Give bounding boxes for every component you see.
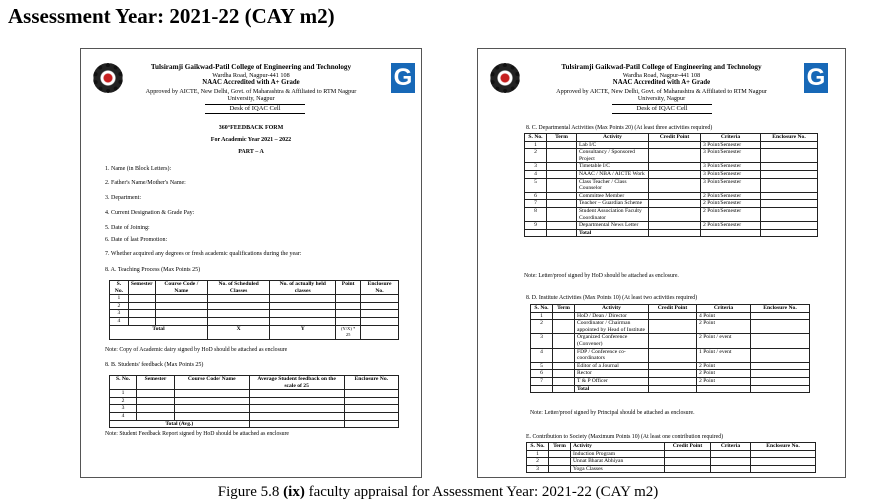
- table-row: 1 HoD / Dean / Director 4 Point: [531, 312, 810, 320]
- table-row: 3 Organized Conference (Convener) 2 Point / event: [531, 334, 810, 348]
- college-name: Tulsiramji Gaikwad-Patil College of Engineering and Technology: [150, 63, 352, 71]
- form-page-activities: [477, 48, 846, 478]
- table-header: Course Code/ Name: [174, 376, 249, 390]
- field-joining-date: 5. Date of Joining:: [105, 225, 150, 231]
- table-row: 7 Teacher – Guardian Scheme 2 Point/Semester: [525, 200, 818, 208]
- table-header: Semester: [137, 376, 175, 390]
- institute-activities-table: S. No. Term Activity Credit Point Criteria Enclosure No. 1 HoD / Dean / Director 4 Point 2 Coordinator / Chairman appointed by Head of Institute 2 Point 3 Organized Conference (Convener) 2 Point / event 4 FDP / Conference co-coordinators 1 Point / event 5 Editor of a Journal 2 Point 6 Rector 2 Point 7 T & P Officer 2 Point Total: [530, 304, 810, 393]
- section-b-label: 8. B. Students' feedback (Max Points 25): [105, 362, 204, 368]
- table-row: 6 Rector 2 Point: [531, 370, 810, 378]
- page-heading: Assessment Year: 2021-22 (CAY m2): [8, 4, 335, 28]
- section-c-label: 8. C. Departmental Activities (Max Points 20) (At least three activities required): [526, 125, 713, 131]
- field-department: 3. Department:: [105, 195, 141, 201]
- section-c-note: Note: Letter/proof signed by HoD should be attached as enclosure.: [524, 273, 679, 279]
- naac-grade: NAAC Accredited with A+ Grade: [612, 79, 711, 86]
- table-header: Semester: [128, 281, 155, 295]
- g-logo-icon: G: [804, 63, 828, 93]
- teaching-process-table: [109, 280, 399, 340]
- naac-grade: NAAC Accredited with A+ Grade: [202, 79, 300, 86]
- iqac-cell-label: Desk of IQAC Cell: [612, 104, 712, 114]
- table-header: No. of actually held classes: [270, 281, 336, 295]
- form-page-part-a: [80, 48, 422, 478]
- table-row: 2: [110, 397, 399, 405]
- total-row: Total: [525, 229, 818, 237]
- section-d-note: Note: Letter/proof signed by Principal should be attached as enclosure.: [530, 410, 695, 416]
- table-row: 8 Student Association Faculty Coordinator 2 Point/Semester: [525, 207, 818, 221]
- section-e-label: E. Contribution to Society (Maximum Points 10) (At least one contribution required): [526, 434, 724, 440]
- table-row: 6 Committee Member 2 Point/Semester: [525, 192, 818, 200]
- section-a-note: Note: Copy of Academic dairy signed by HoD should be attached as enclosure: [105, 347, 288, 353]
- field-qualifications: 7. Whether acquired any degrees or fresh academic qualifications during the year:: [105, 251, 302, 257]
- college-address: Wardha Road, Nagpur-441 108: [212, 72, 290, 79]
- table-row: 2 Coordinator / Chairman appointed by Head of Institute 2 Point: [531, 320, 810, 334]
- table-row: 4: [110, 412, 399, 420]
- section-d-label: 8. D. Institute Activities (Max Points 10) (At least two activities required): [526, 295, 698, 301]
- table-header: Enclosure No.: [361, 281, 399, 295]
- section-b-note: Note: Student Feedback Report signed by HoD should be attached as enclosure: [105, 431, 290, 437]
- part-label: PART – A: [238, 149, 264, 155]
- caption-bold: (ix): [283, 484, 305, 500]
- table-row: 3 Timetable I/C 3 Point/Semester: [525, 163, 818, 171]
- total-row: Total (Avg.): [110, 420, 399, 428]
- table-row: 2 Unnat Bharat Abhiyan: [527, 458, 816, 466]
- figure-caption: [0, 484, 876, 501]
- total-row: Total: [531, 385, 810, 393]
- table-row: 9 Departmental News Letter 2 Point/Semester: [525, 222, 818, 230]
- table-header: Point: [336, 281, 361, 295]
- g-logo-icon: G: [391, 63, 415, 93]
- table-header: S. No.: [110, 281, 129, 295]
- caption-suffix: faculty appraisal for Assessment Year: 2021-22 (CAY m2): [304, 484, 659, 500]
- table-row: 4 FDP / Conference co-coordinators 1 Point / event: [531, 348, 810, 362]
- university-text: University, Nagpur: [227, 95, 275, 102]
- table-row: 3: [110, 310, 399, 318]
- college-address: Wardha Road, Nagpur-441 108: [622, 72, 701, 79]
- section-a-label: 8. A. Teaching Process (Max Points 25): [105, 267, 201, 273]
- table-header: Average Student feedback on the scale of 25: [249, 376, 344, 390]
- college-name: Tulsiramji Gaikwad-Patil College of Engineering and Technology: [561, 63, 762, 71]
- field-name: 1. Name (in Block Letters):: [105, 166, 172, 172]
- form-title: 360°FEEDBACK FORM: [218, 125, 284, 131]
- caption-prefix: Figure 5.8: [217, 484, 284, 500]
- approval-text: Approved by AICTE, New Delhi, Govt. of Maharashtra & Affiliated to RTM Nagpur: [556, 88, 767, 95]
- table-row: 2: [110, 302, 399, 310]
- table-row: 1 Induction Program: [527, 450, 816, 458]
- table-row: 5 Class Teacher / Class Counselor 3 Point/Semester: [525, 178, 818, 192]
- table-row: 7 T & P Officer 2 Point: [531, 377, 810, 385]
- academic-year: For Academic Year 2021 – 2022: [210, 137, 292, 143]
- approval-text: Approved by AICTE, New Delhi, Govt. of Maharashtra & Affiliated to RTM Nagpur: [145, 88, 357, 95]
- society-contribution-table: S. No. Term Activity Credit Point Criteria Enclosure No. 1 Induction Program 2 Unnat Bharat Abhiyan 3 Yoga Classes: [526, 442, 816, 473]
- table-header: S. No.: [110, 376, 137, 390]
- table-header: No. of Scheduled Classes: [208, 281, 270, 295]
- table-row: 3: [110, 405, 399, 413]
- table-row: 1: [110, 390, 399, 398]
- table-row: 1 Lab I/C 3 Point/Semester: [525, 141, 818, 149]
- table-header: Enclosure No.: [344, 376, 398, 390]
- table-row: 5 Editor of a Journal 2 Point: [531, 362, 810, 370]
- departmental-activities-table: S. No. Term Activity Credit Point Criteria Enclosure No. 1 Lab I/C 3 Point/Semester 2 Consultancy / Sponsored Project 3 Point/Semester 3 Timetable I/C 3 Point/Semester 4 NAAC / NBA / AICTE Work 3 Point/Semester 5 Class Teacher / Class Counselor 3 Point/Semester 6 Committee Member 2 Point/Semester 7 Teacher – Guardian Scheme 2 Point/Semester 8 Student Association Faculty Coordinator 2 Point/Semester 9 Departmental News Letter 2 Point/Semester Total: [524, 133, 818, 237]
- field-designation: 4. Current Designation & Grade Pay:: [105, 210, 195, 216]
- table-row: 3 Yoga Classes: [527, 465, 816, 473]
- table-header: Course Code / Name: [155, 281, 207, 295]
- table-row: 2 Consultancy / Sponsored Project 3 Point/Semester: [525, 149, 818, 163]
- table-row: 4: [110, 317, 399, 325]
- table-row: 4 NAAC / NBA / AICTE Work 3 Point/Semester: [525, 170, 818, 178]
- total-row: Total X Y (Y/X) * 25: [110, 325, 399, 339]
- student-feedback-table: [109, 375, 399, 428]
- field-parent-name: 2. Father's Name/Mother's Name:: [105, 180, 186, 186]
- table-row: 1: [110, 295, 399, 303]
- iqac-cell-label: Desk of IQAC Cell: [205, 104, 305, 114]
- field-promotion-date: 6. Date of last Promotion:: [105, 237, 168, 243]
- university-text: University, Nagpur: [637, 95, 686, 102]
